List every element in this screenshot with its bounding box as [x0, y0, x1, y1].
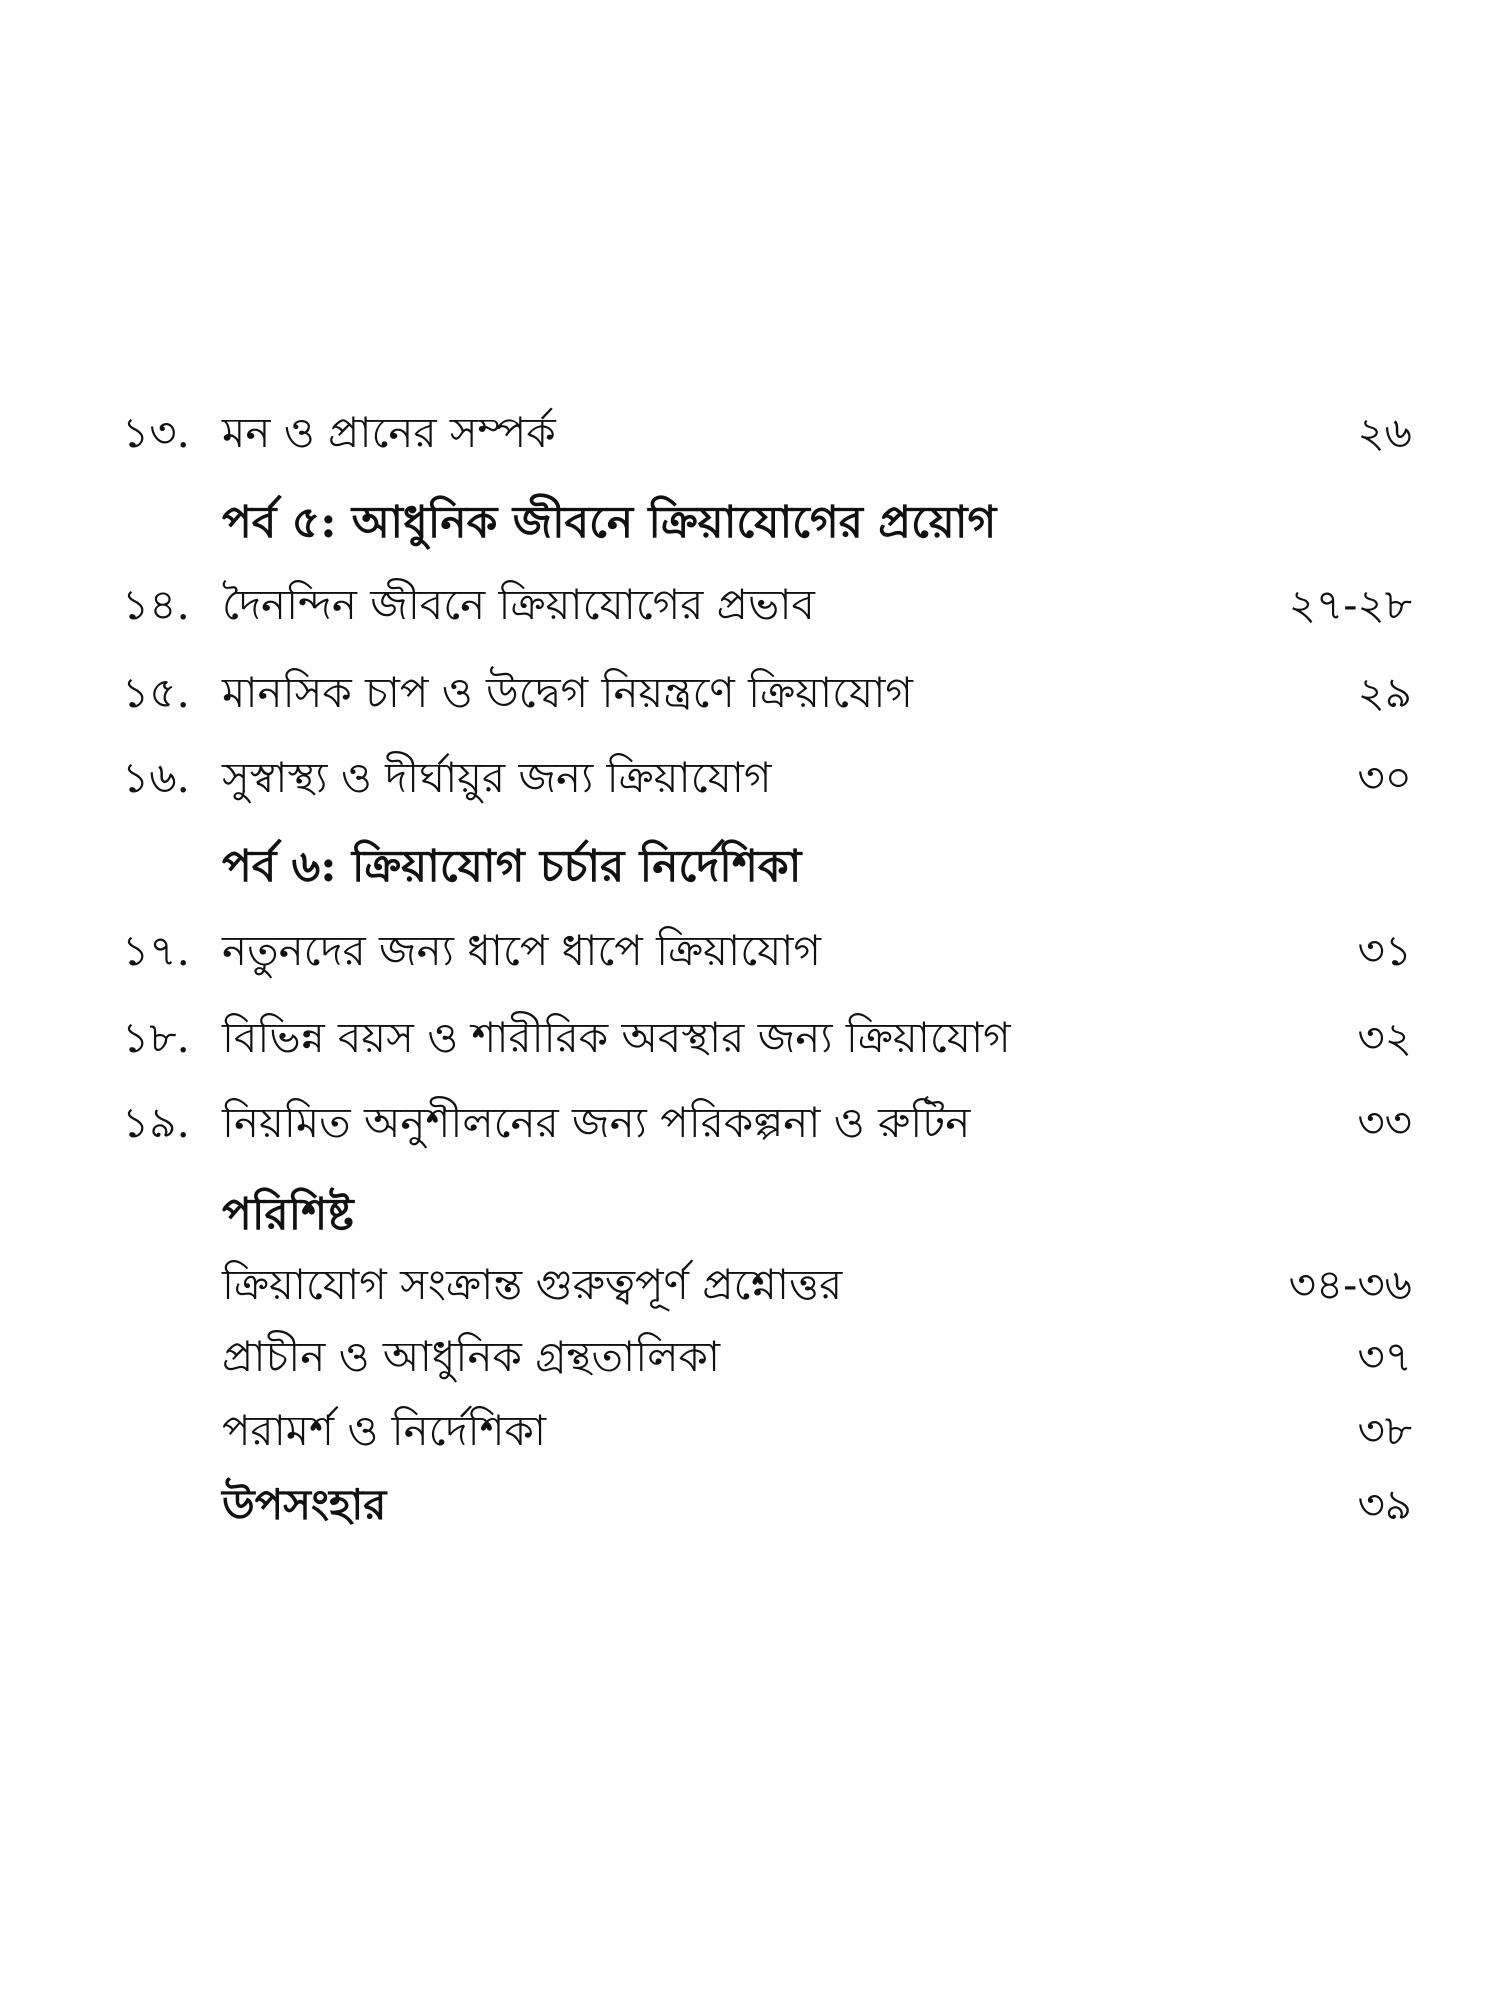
chapter-number: ১৮.: [122, 1013, 190, 1062]
toc-entry-18[interactable]: [0, 1003, 1500, 1073]
toc-entry-14[interactable]: [0, 570, 1500, 640]
appendix-title: ক্রিয়াযোগ সংক্রান্ত গুরুত্বপূর্ণ প্রশ্নোত্তর: [222, 1260, 843, 1309]
page-number: ৩৯: [1357, 1480, 1412, 1529]
toc-entry-appendix-guidance[interactable]: [0, 1396, 1500, 1466]
chapter-number: ১৭.: [122, 926, 190, 975]
page-number: ২৬: [1357, 408, 1412, 457]
part-heading-5: পর্ব ৫: আধুনিক জীবনে ক্রিয়াযোগের প্রয়োগ: [222, 497, 997, 548]
toc-entry-appendix-conclusion[interactable]: [0, 1470, 1500, 1540]
toc-entry-19[interactable]: [0, 1088, 1500, 1158]
chapter-number: ১৪.: [122, 580, 190, 629]
page-number: ৩৭: [1357, 1332, 1412, 1381]
chapter-title: মানসিক চাপ ও উদ্বেগ নিয়ন্ত্রণে ক্রিয়াযোগ: [222, 668, 913, 717]
page-number: ২৭-২৮: [1288, 580, 1412, 629]
chapter-number: ১৫.: [122, 668, 190, 717]
page-number: ৩৮: [1357, 1406, 1412, 1455]
toc-entry-13[interactable]: [0, 398, 1500, 468]
chapter-title: সুস্বাস্থ্য ও দীর্ঘায়ুর জন্য ক্রিয়াযোগ: [222, 753, 772, 802]
toc-entry-15[interactable]: [0, 658, 1500, 728]
toc-entry-17[interactable]: [0, 916, 1500, 986]
chapter-number: ১৬.: [122, 753, 190, 802]
toc-entry-appendix-qa[interactable]: [0, 1250, 1500, 1320]
part-heading-6: পর্ব ৬: ক্রিয়াযোগ চর্চার নির্দেশিকা: [222, 841, 802, 892]
page-number: ৩৩: [1357, 1098, 1412, 1147]
chapter-number: ১৩.: [122, 408, 190, 457]
chapter-title: বিভিন্ন বয়স ও শারীরিক অবস্থার জন্য ক্রিয়াযোগ: [222, 1013, 1011, 1062]
page-number: ৩৪-৩৬: [1288, 1260, 1412, 1309]
page-number: ৩০: [1357, 753, 1412, 802]
appendix-title: প্রাচীন ও আধুনিক গ্রন্থতালিকা: [222, 1332, 721, 1381]
appendix-title: পরামর্শ ও নির্দেশিকা: [222, 1406, 547, 1455]
appendix-heading: পরিশিষ্ট: [222, 1189, 354, 1240]
page-number: ৩১: [1357, 926, 1412, 975]
appendix-title: উপসংহার: [222, 1480, 387, 1529]
page-number: ৩২: [1357, 1013, 1412, 1062]
chapter-title: মন ও প্রানের সম্পর্ক: [222, 408, 556, 457]
toc-entry-16[interactable]: [0, 743, 1500, 813]
chapter-title: নতুনদের জন্য ধাপে ধাপে ক্রিয়াযোগ: [222, 926, 821, 975]
page-number: ২৯: [1357, 668, 1412, 717]
chapter-title: দৈনন্দিন জীবনে ক্রিয়াযোগের প্রভাব: [222, 580, 815, 629]
toc-entry-appendix-bibliography[interactable]: [0, 1322, 1500, 1392]
chapter-title: নিয়মিত অনুশীলনের জন্য পরিকল্পনা ও রুটিন: [222, 1098, 971, 1147]
chapter-number: ১৯.: [122, 1098, 190, 1147]
